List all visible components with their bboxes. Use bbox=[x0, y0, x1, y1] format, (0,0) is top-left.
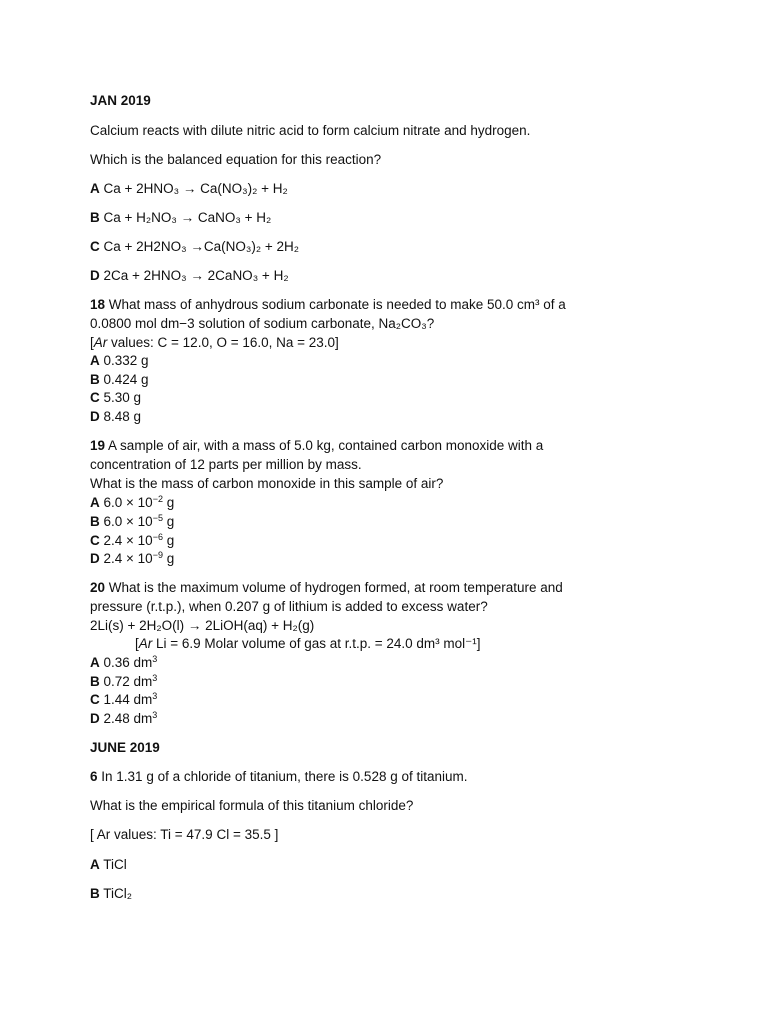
q19-option-b: B $6.0 \times 10^{-5}$ g bbox=[90, 513, 175, 529]
section-heading-june-2019: JUNE 2019 bbox=[90, 740, 160, 755]
q20-line2: pressure (r.t.p.), when 0.207 g of lithium is added to excess water? bbox=[90, 599, 488, 614]
option-b: B Ca + H₂NO₃ → CaNO₃ + H₂ bbox=[90, 210, 272, 225]
q19-line3: What is the mass of carbon monoxide in this sample of air? bbox=[90, 476, 444, 491]
section-heading-jan-2019: JAN 2019 bbox=[90, 93, 151, 108]
option-d: D 2Ca + 2HNO₃ → 2CaNO₃ + H₂ bbox=[90, 268, 289, 283]
q19-option-c: C $2.4 \times 10^{-6}$ g bbox=[90, 532, 175, 548]
q18-option-a: A 0.332 g bbox=[90, 353, 149, 368]
question-intro: Calcium reacts with dilute nitric acid to form calcium nitrate and hydrogen. bbox=[90, 123, 531, 138]
q18-ar-values: [Ar values: C = 12.0, O = 16.0, Na = 23.0] bbox=[90, 335, 339, 350]
q20-equation: 2Li(s) + 2H₂O(l) → 2LiOH(aq) + H₂(g) bbox=[90, 618, 315, 633]
q6-option-b: B TiCl₂ bbox=[90, 886, 132, 901]
q20-option-c: C 1.44 $dm^3$ bbox=[90, 691, 158, 707]
q6-ar-values: [ Ar values: Ti = 47.9 Cl = 35.5 ] bbox=[90, 827, 279, 842]
q18-option-d: D 8.48 g bbox=[90, 409, 142, 424]
q19-line1: 19 A sample of air, with a mass of 5.0 kg, contained carbon monoxide with a bbox=[90, 438, 544, 453]
q19-option-a: A $6.0 \times 10^{-2}$ g bbox=[90, 494, 175, 510]
question-prompt: Which is the balanced equation for this reaction? bbox=[90, 152, 382, 167]
q20-option-b: B 0.72 $dm^3$ bbox=[90, 673, 158, 689]
option-a: A Ca + 2HNO₃ → Ca(NO₃)₂ + H₂ bbox=[90, 181, 288, 196]
q19-line2: concentration of 12 parts per million by mass. bbox=[90, 457, 362, 472]
q20-option-a: A 0.36 $dm^3$ bbox=[90, 654, 158, 670]
q6-line1: 6 In 1.31 g of a chloride of titanium, there is 0.528 g of titanium. bbox=[90, 769, 468, 784]
q18-line1: 18 What mass of anhydrous sodium carbonate is needed to make 50.0 cm³ of a bbox=[90, 297, 566, 312]
q18-option-c: C 5.30 g bbox=[90, 390, 142, 405]
q19-option-d: D $2.4 \times 10^{-9}$ g bbox=[90, 550, 175, 566]
option-c: C Ca + 2H2NO₃ →Ca(NO₃)₂ + 2H₂ bbox=[90, 239, 300, 254]
q18-line2: 0.0800 mol dm−3 solution of sodium carbonate, Na₂CO₃? bbox=[90, 316, 435, 331]
q20-line1: 20 What is the maximum volume of hydrogen formed, at room temperature and bbox=[90, 580, 563, 595]
q6-question: What is the empirical formula of this titanium chloride? bbox=[90, 798, 414, 813]
q18-option-b: B 0.424 g bbox=[90, 372, 149, 387]
q6-option-a: A TiCl bbox=[90, 857, 127, 872]
q20-ar-values: [Ar Li = 6.9 Molar volume of gas at r.t.p. = 24.0 dm³ mol⁻¹] bbox=[135, 636, 481, 651]
q20-option-d: D 2.48 $dm^3$ bbox=[90, 710, 158, 726]
